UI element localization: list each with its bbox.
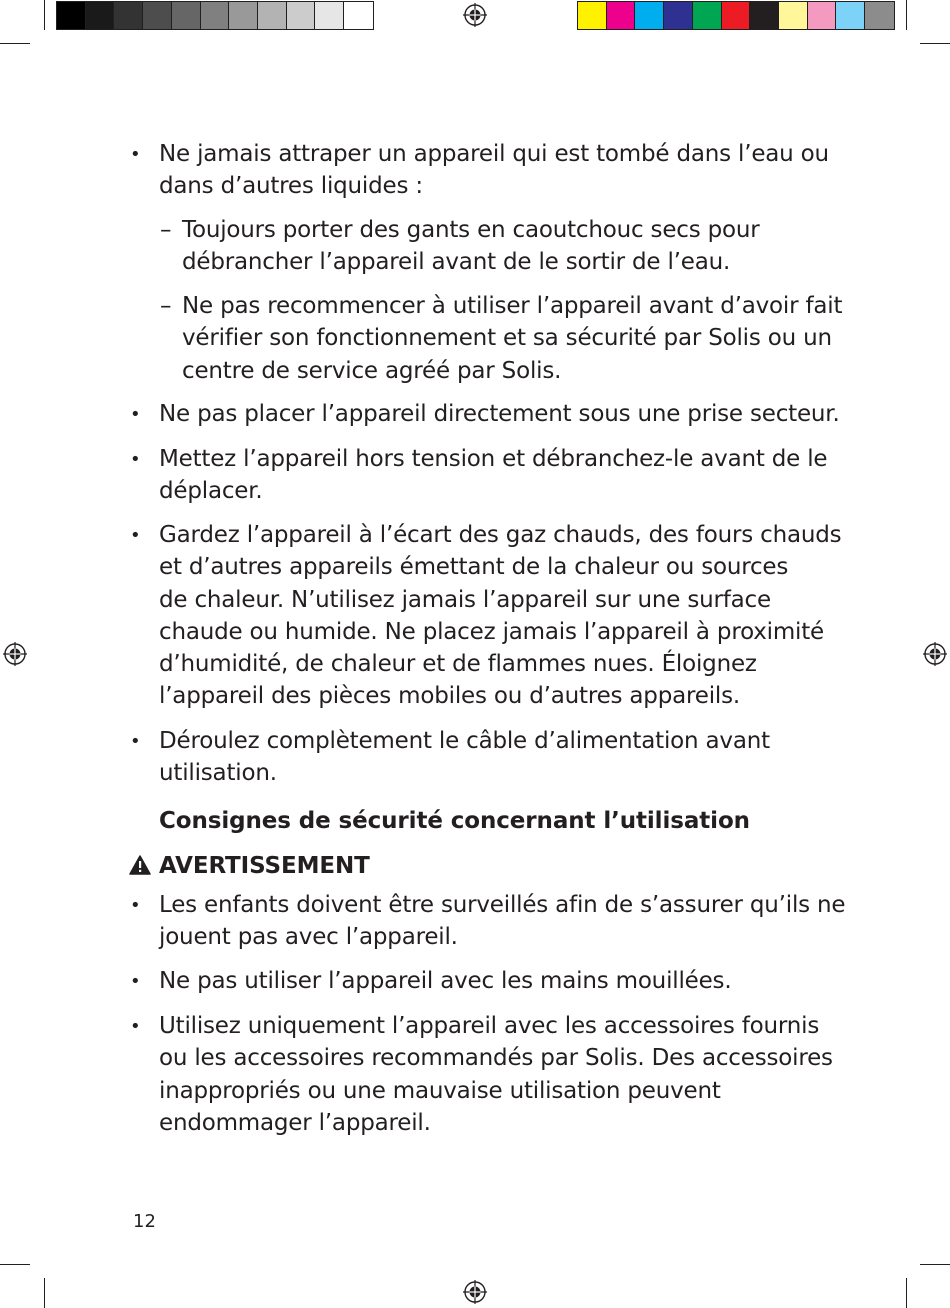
bullet-marker: • bbox=[130, 731, 141, 752]
text-line: ou les accessoires recommandés par Solis. Des accessoires bbox=[159, 1045, 833, 1072]
crop-mark bbox=[44, 0, 45, 30]
text-line: Mettez l’appareil hors tension et débranchez-le avant de le bbox=[159, 446, 828, 472]
color-swatch bbox=[86, 2, 115, 29]
warning-triangle-icon bbox=[129, 855, 151, 875]
registration-mark-icon bbox=[923, 642, 947, 666]
text-line: jouent pas avec l’appareil. bbox=[159, 924, 458, 951]
color-swatch bbox=[607, 2, 636, 29]
color-swatch bbox=[143, 2, 172, 29]
text-line: chaude ou humide. Ne placez jamais l’appareil à proximité bbox=[159, 618, 825, 645]
text-line: Gardez l’appareil à l’écart des gaz chauds, des fours chauds bbox=[159, 522, 842, 548]
text-line: Les enfants doivent être surveillés afin de s’assurer qu’ils ne bbox=[159, 892, 846, 918]
crop-mark bbox=[0, 1264, 30, 1265]
color-swatch bbox=[750, 2, 779, 29]
text-line: Toujours porter des gants en caoutchouc secs pour bbox=[182, 217, 760, 243]
text-line: de chaleur. N’utilisez jamais l’appareil sur une surface bbox=[159, 586, 771, 613]
section-heading: Consignes de sécurité concernant l’utilisation bbox=[159, 808, 750, 834]
color-swatch bbox=[779, 2, 808, 29]
crop-mark bbox=[0, 43, 30, 44]
dash-item bbox=[182, 290, 842, 387]
bullet-item bbox=[159, 1010, 833, 1139]
text-line: l’appareil des pièces mobiles ou d’autres appareils. bbox=[159, 683, 740, 710]
text-line: Déroulez complètement le câble d’alimentation avant bbox=[159, 728, 770, 754]
bullet-item bbox=[159, 725, 770, 790]
color-swatch bbox=[114, 2, 143, 29]
bullet-marker: • bbox=[130, 1016, 141, 1037]
warning-label: AVERTISSEMENT bbox=[159, 853, 370, 879]
text-line: Ne pas placer l’appareil directement sous une prise secteur. bbox=[159, 401, 840, 427]
crop-mark bbox=[44, 1278, 45, 1308]
crop-mark bbox=[906, 0, 907, 30]
bullet-marker: • bbox=[130, 449, 141, 470]
color-swatch bbox=[201, 2, 230, 29]
text-line: endommager l’appareil. bbox=[159, 1109, 431, 1136]
bullet-marker: • bbox=[130, 525, 141, 546]
color-swatch bbox=[865, 2, 894, 29]
crop-mark bbox=[920, 43, 950, 44]
color-swatch bbox=[635, 2, 664, 29]
text-line: déplacer. bbox=[159, 478, 263, 505]
text-line: utilisation. bbox=[159, 760, 277, 787]
color-swatch bbox=[344, 2, 373, 29]
text-line: Ne pas utiliser l’appareil avec les mains mouillées. bbox=[159, 968, 732, 994]
color-swatch bbox=[315, 2, 344, 29]
color-swatch bbox=[693, 2, 722, 29]
bullet-item bbox=[159, 398, 840, 430]
text-line: dans d’autres liquides : bbox=[159, 173, 423, 200]
crop-mark bbox=[906, 1278, 907, 1308]
registration-mark-icon bbox=[463, 1280, 487, 1304]
dash-marker: – bbox=[160, 293, 172, 319]
registration-mark-icon bbox=[3, 642, 27, 666]
color-swatch bbox=[258, 2, 287, 29]
bullet-item bbox=[159, 443, 827, 508]
text-line: Ne jamais attraper un appareil qui est tombé dans l’eau ou bbox=[159, 141, 829, 167]
crop-mark bbox=[920, 1264, 950, 1265]
text-line: centre de service agréé par Solis. bbox=[182, 357, 562, 384]
color-swatch bbox=[722, 2, 751, 29]
text-line: débrancher l’appareil avant de le sortir de l’eau. bbox=[182, 249, 731, 276]
bullet-marker: • bbox=[130, 895, 141, 916]
text-line: vérifier son fonctionnement et sa sécurité par Solis ou un bbox=[182, 325, 832, 352]
color-swatch bbox=[664, 2, 693, 29]
dash-item bbox=[182, 214, 760, 279]
process-color-bar bbox=[577, 1, 895, 30]
color-swatch bbox=[229, 2, 258, 29]
text-line: Utilisez uniquement l’appareil avec les accessoires fournis bbox=[159, 1013, 820, 1039]
color-swatch bbox=[287, 2, 316, 29]
dash-marker: – bbox=[160, 217, 172, 243]
color-swatch bbox=[172, 2, 201, 29]
text-line: et d’autres appareils émettant de la chaleur ou sources bbox=[159, 554, 789, 581]
bullet-marker: • bbox=[130, 404, 141, 425]
registration-mark-icon bbox=[463, 3, 487, 27]
bullet-item bbox=[159, 889, 845, 954]
color-swatch bbox=[836, 2, 865, 29]
bullet-marker: • bbox=[130, 971, 141, 992]
grayscale-color-bar bbox=[56, 1, 374, 30]
color-swatch bbox=[578, 2, 607, 29]
bullet-item bbox=[159, 965, 731, 997]
bullet-item bbox=[159, 138, 829, 203]
text-line: inappropriés ou une mauvaise utilisation peuvent bbox=[159, 1077, 721, 1104]
text-line: Ne pas recommencer à utiliser l’appareil avant d’avoir fait bbox=[182, 293, 843, 319]
bullet-marker: • bbox=[130, 144, 141, 165]
bullet-item bbox=[159, 519, 841, 713]
color-swatch bbox=[57, 2, 86, 29]
color-swatch bbox=[808, 2, 837, 29]
text-line: d’humidité, de chaleur et de flammes nues. Éloignez bbox=[159, 651, 757, 678]
page-number: 12 bbox=[133, 1211, 156, 1232]
